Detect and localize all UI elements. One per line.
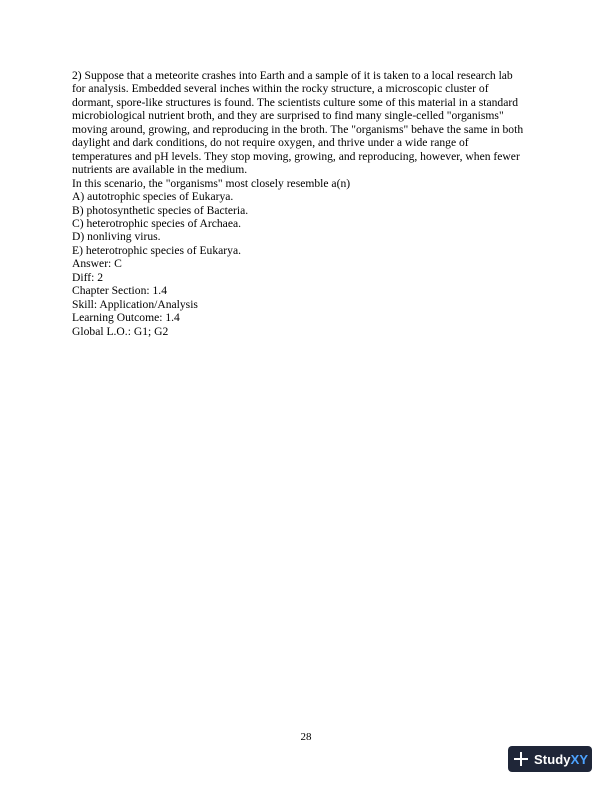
question-prompt: In this scenario, the "organisms" most closely resemble a(n) bbox=[72, 176, 351, 190]
studyxy-badge[interactable] bbox=[508, 746, 592, 772]
stem-line: nutrients are available in the medium. bbox=[72, 163, 248, 177]
skill-line: Skill: Application/Analysis bbox=[72, 297, 198, 311]
option-c: C) heterotrophic species of Archaea. bbox=[72, 216, 242, 230]
badge-brand-main: Study bbox=[534, 751, 571, 767]
difficulty-line: Diff: 2 bbox=[72, 270, 104, 284]
stem-line: 2) Suppose that a meteorite crashes into Earth and a sample of it is taken to a local research lab bbox=[72, 69, 513, 82]
global-lo-line: Global L.O.: G1; G2 bbox=[72, 324, 169, 338]
answer-options bbox=[72, 190, 542, 257]
page-number: 28 bbox=[300, 731, 312, 743]
stem-line: microbiological nutrient broth, and they are surprised to find many single-celled "organisms" bbox=[72, 109, 504, 123]
option-b: B) photosynthetic species of Bacteria. bbox=[72, 203, 249, 217]
badge-brand-accent: XY bbox=[570, 751, 589, 767]
option-e: E) heterotrophic species of Eukarya. bbox=[72, 243, 242, 257]
stem-line: temperatures and pH levels. They stop moving, growing, and reproducing, however, when fewer bbox=[72, 149, 520, 163]
stem-line: for analysis. Embedded several inches within the rocky structure, a microscopic cluster of bbox=[72, 82, 489, 96]
plus-icon bbox=[514, 752, 528, 766]
stem-line: moving around, growing, and reproducing in the broth. The "organisms" behave the same in both bbox=[72, 122, 524, 136]
option-d: D) nonliving virus. bbox=[72, 230, 161, 244]
badge-label bbox=[534, 752, 588, 767]
learning-outcome-line: Learning Outcome: 1.4 bbox=[72, 311, 180, 325]
question-stem bbox=[72, 69, 542, 190]
answer-line: Answer: C bbox=[72, 257, 122, 271]
question-metadata bbox=[72, 257, 542, 338]
stem-line: daylight and dark conditions, do not require oxygen, and thrive under a wide range of bbox=[72, 136, 469, 150]
question-block bbox=[72, 69, 542, 338]
option-a: A) autotrophic species of Eukarya. bbox=[72, 190, 234, 204]
chapter-section-line: Chapter Section: 1.4 bbox=[72, 284, 167, 298]
stem-line: dormant, spore-like structures is found. The scientists culture some of this material in a standard bbox=[72, 95, 519, 109]
